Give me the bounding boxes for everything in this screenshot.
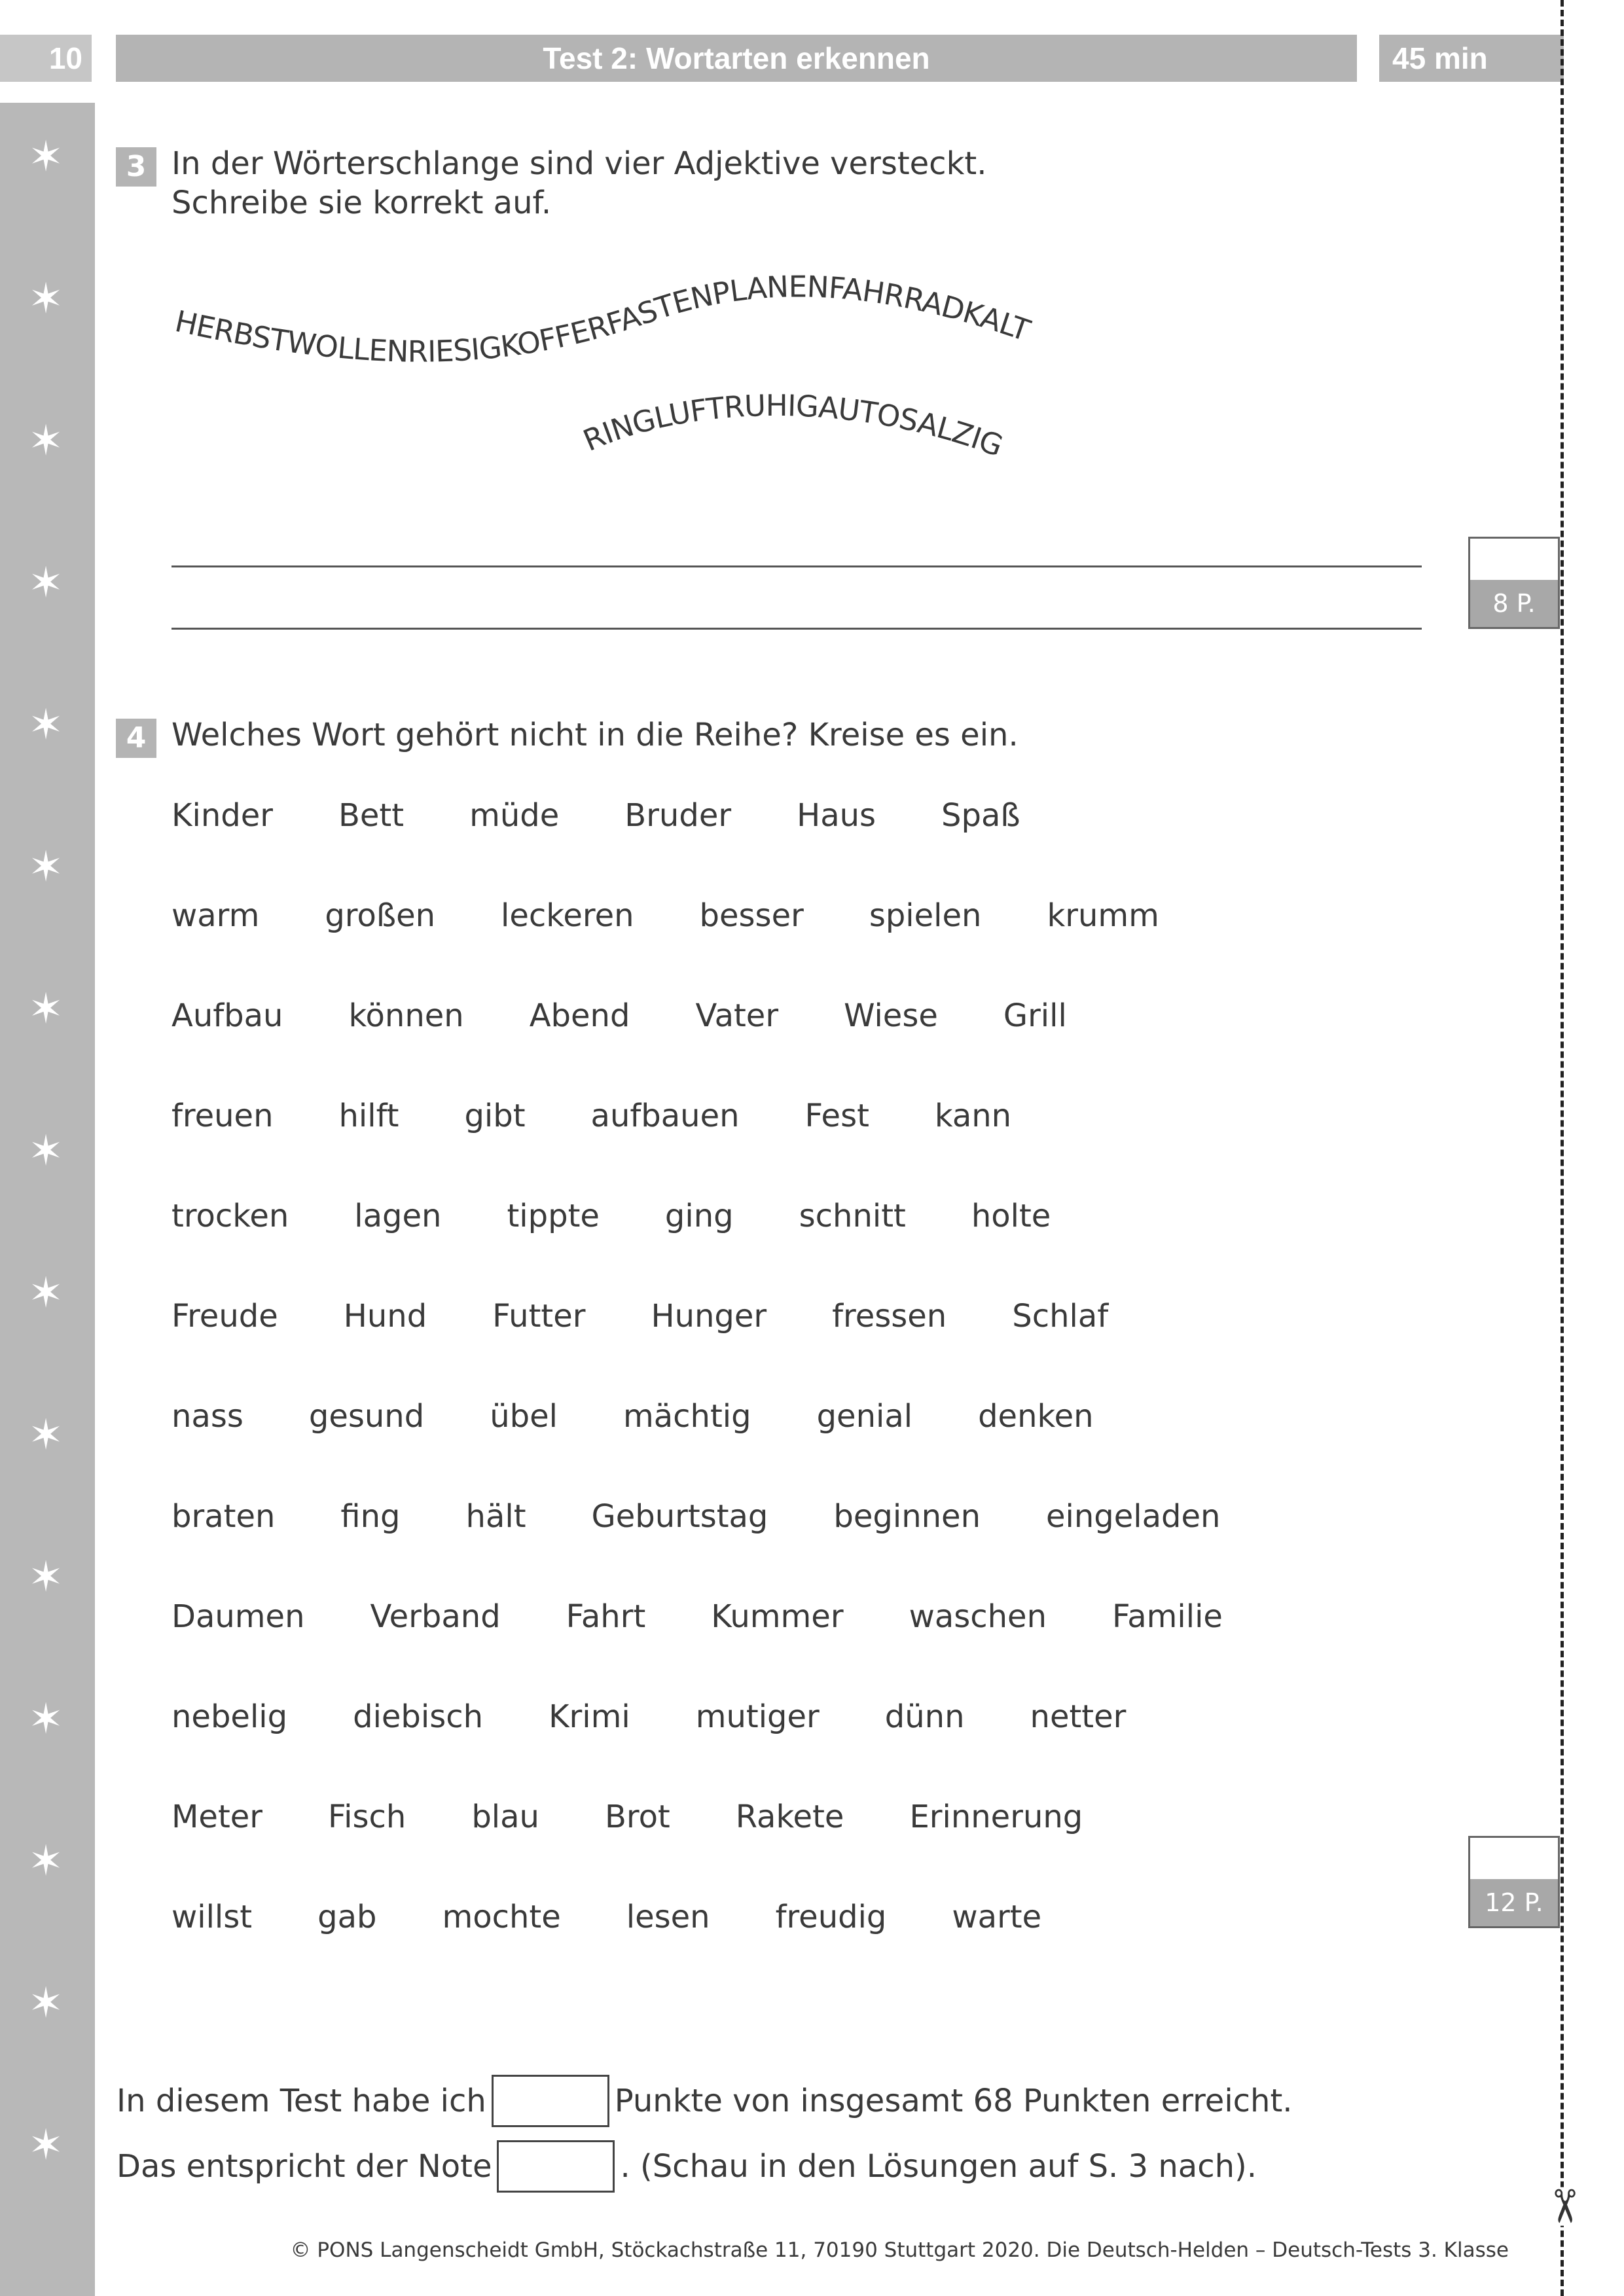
word-option[interactable]: Bruder [624,797,732,834]
word-row [171,1498,1220,1535]
star-icon: ✶ [28,843,63,891]
scissors-icon: ✂ [1537,2187,1591,2226]
word-option[interactable]: besser [699,897,804,934]
word-row [171,1698,1126,1735]
star-icon: ✶ [28,1127,63,1175]
star-icon: ✶ [28,1269,63,1318]
word-option[interactable]: willst [171,1899,253,1935]
word-row [171,1799,1083,1835]
points-input-box[interactable] [492,2075,609,2127]
word-row [171,1198,1051,1234]
word-option[interactable]: freudig [775,1899,887,1935]
word-option[interactable]: Kummer [711,1598,844,1635]
word-option[interactable]: blau [471,1799,539,1835]
summary-text: Das entspricht der Note [117,2148,492,2185]
word-option[interactable]: Brot [604,1799,670,1835]
word-option[interactable]: Abend [529,997,630,1034]
word-option[interactable]: dünn [884,1698,965,1735]
word-option[interactable]: tippte [507,1198,600,1234]
word-option[interactable]: braten [171,1498,276,1535]
word-option[interactable]: freuen [171,1098,274,1134]
word-option[interactable]: aufbauen [590,1098,740,1134]
summary-line-1 [117,2075,1293,2127]
word-option[interactable]: können [348,997,464,1034]
word-option[interactable]: Haus [797,797,876,834]
star-icon: ✶ [28,1837,63,1886]
word-option[interactable]: müde [469,797,560,834]
word-option[interactable]: Familie [1112,1598,1223,1635]
star-icon: ✶ [28,701,63,749]
star-icon: ✶ [28,985,63,1033]
word-option[interactable]: Wiese [844,997,938,1034]
word-row [171,1098,1011,1134]
word-option[interactable]: eingeladen [1046,1498,1221,1535]
task-3-number: 3 [116,147,156,187]
word-option[interactable]: Daumen [171,1598,305,1635]
word-row [171,997,1067,1034]
word-option[interactable]: Futter [492,1298,586,1335]
star-icon: ✶ [28,1553,63,1602]
word-option[interactable]: spielen [869,897,982,934]
word-option[interactable]: beginnen [833,1498,981,1535]
word-option[interactable]: Schlaf [1012,1298,1109,1335]
word-option[interactable]: Bett [338,797,405,834]
word-option[interactable]: nass [171,1398,244,1435]
word-option[interactable]: trocken [171,1198,289,1234]
word-option[interactable]: genial [816,1398,913,1435]
answer-line-1[interactable] [171,565,1422,567]
word-option[interactable]: Rakete [735,1799,844,1835]
points-label: 12 P. [1470,1879,1558,1926]
word-option[interactable]: gesund [308,1398,425,1435]
word-option[interactable]: Grill [1003,997,1067,1034]
score-box-task-3[interactable] [1468,537,1560,629]
grade-input-box[interactable] [497,2140,615,2193]
word-row [171,1398,1094,1435]
word-option[interactable]: lesen [626,1899,710,1935]
star-icon: ✶ [28,1411,63,1460]
word-row [171,1598,1223,1635]
word-row [171,797,1020,834]
word-option[interactable]: Verband [370,1598,501,1635]
word-option[interactable]: hält [465,1498,526,1535]
word-row [171,897,1159,934]
points-label: 8 P. [1470,580,1558,627]
word-option[interactable]: mochte [442,1899,561,1935]
word-row [171,1298,1108,1335]
task-4-number: 4 [116,719,156,758]
summary-line-2 [117,2140,1257,2193]
word-option[interactable]: Erinnerung [909,1799,1083,1835]
summary-text: . (Schau in den Lösungen auf S. 3 nach). [620,2148,1257,2185]
star-icon: ✶ [28,1979,63,2028]
word-option[interactable]: übel [490,1398,558,1435]
word-option[interactable]: denken [978,1398,1094,1435]
star-icon: ✶ [28,559,63,607]
word-option[interactable]: gab [317,1899,377,1935]
word-option[interactable]: Hunger [651,1298,767,1335]
word-option[interactable]: Fahrt [566,1598,646,1635]
answer-line-2[interactable] [171,628,1422,630]
word-snake [0,0,1624,524]
word-option[interactable]: Freude [171,1298,278,1335]
word-option[interactable]: mutiger [695,1698,820,1735]
word-option[interactable]: leckeren [501,897,634,934]
score-box-task-4[interactable] [1468,1836,1560,1928]
word-option[interactable]: warte [952,1899,1042,1935]
word-option[interactable]: Geburtstag [591,1498,768,1535]
star-icon: ✶ [28,2121,63,2170]
star-icon: ✶ [28,1695,63,1744]
word-option[interactable]: krumm [1047,897,1159,934]
word-row [171,1899,1041,1935]
word-snake-line-1: HERBSTWOLLENRIESIGKOFFERFASTENPLANENFAHRRADKALT [171,269,1035,369]
summary-text: In diesem Test habe ich [117,2083,486,2119]
word-option[interactable]: großen [325,897,436,934]
word-option[interactable]: Kinder [171,797,273,834]
word-option[interactable]: mächtig [623,1398,751,1435]
word-option[interactable]: fressen [832,1298,947,1335]
word-option[interactable]: gibt [464,1098,526,1134]
word-option[interactable]: warm [171,897,260,934]
star-icon: ✶ [28,275,63,323]
word-option[interactable]: Aufbau [171,997,283,1034]
word-option[interactable]: kann [934,1098,1012,1134]
word-option[interactable]: Hund [343,1298,427,1335]
word-option[interactable]: schnitt [799,1198,906,1234]
star-icon: ✶ [28,417,63,465]
page-number-text: 10 [48,41,82,75]
task-3-instruction-2: Schreibe sie korrekt auf. [171,185,552,221]
word-option[interactable]: ging [664,1198,734,1234]
summary-text: Punkte von insgesamt 68 Punkten erreicht. [614,2083,1293,2119]
word-option[interactable]: hilft [338,1098,399,1134]
word-option[interactable]: diebisch [353,1698,484,1735]
copyright-footer: © PONS Langenscheidt GmbH, Stöckachstraße 11, 70190 Stuttgart 2020. Die Deutsch-Helden – Deutsch-Tests 3. Klasse [290,2238,1509,2262]
word-option[interactable]: Meter [171,1799,263,1835]
word-option[interactable]: Krimi [549,1698,630,1735]
word-option[interactable]: Vater [695,997,779,1034]
word-option[interactable]: Fisch [328,1799,406,1835]
word-option[interactable]: nebelig [171,1698,288,1735]
test-title: Test 2: Wortarten erkennen [116,35,1357,82]
test-duration: 45 min [1379,35,1564,82]
word-option[interactable]: lagen [354,1198,442,1234]
word-option[interactable]: waschen [909,1598,1047,1635]
word-option[interactable]: Fest [804,1098,869,1134]
word-snake-line-2: RINGLUFTRUHIGAUTOSALZIG [578,387,1008,464]
task-3-instruction-1: In der Wörterschlange sind vier Adjektive versteckt. [171,145,987,182]
word-option[interactable]: fing [340,1498,401,1535]
word-option[interactable]: Spaß [941,797,1020,834]
task-4-instruction: Welches Wort gehört nicht in die Reihe? Kreise es ein. [171,717,1019,753]
word-option[interactable]: netter [1030,1698,1127,1735]
word-option[interactable]: holte [971,1198,1051,1234]
star-icon: ✶ [28,133,63,181]
